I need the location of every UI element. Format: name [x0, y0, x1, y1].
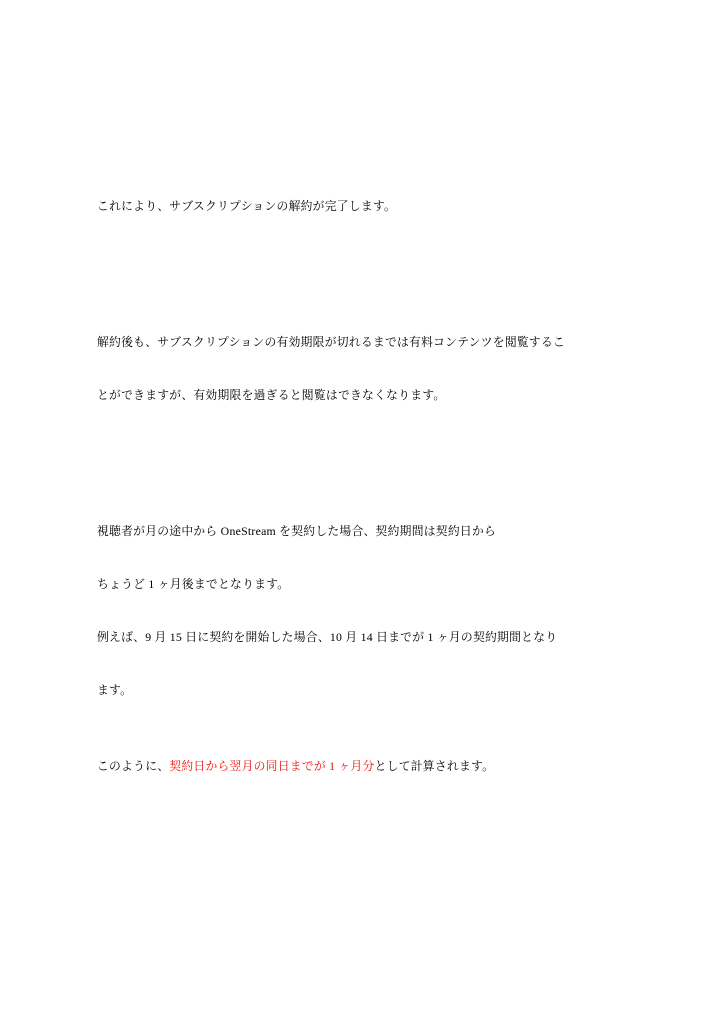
paragraph-4	[97, 728, 629, 804]
paragraph-spacer-2	[97, 433, 629, 493]
paragraph-2-line-2: とができますが、有効期限を過ぎると閲覧はできなくなります。	[97, 388, 446, 402]
paragraph-3-line-3: 例えば、9 月 15 日に契約を開始した場合、10 月 14 日までが 1 ヶ月の契約期間となり	[97, 630, 558, 644]
paragraph-3-line-4: ます。	[97, 683, 133, 697]
paragraph-2	[97, 304, 629, 433]
paragraph-1	[97, 168, 629, 244]
paragraph-1-line-1: これにより、サブスクリプションの解約が完了します。	[97, 199, 397, 213]
paragraph-4-suffix: として計算されます。	[374, 759, 495, 773]
paragraph-4-prefix: このように、	[97, 759, 170, 773]
paragraph-3	[97, 493, 629, 728]
paragraph-4-line-1	[97, 751, 629, 781]
paragraph-3-line-2: ちょうど 1 ヶ月後までとなります。	[97, 577, 290, 591]
paragraph-spacer-1	[97, 244, 629, 304]
document-body	[97, 168, 629, 804]
paragraph-4-highlight: 契約日から翌月の同日までが 1 ヶ月分	[169, 759, 375, 773]
paragraph-3-line-1: 視聴者が月の途中から OneStream を契約した場合、契約期間は契約日から	[97, 524, 497, 538]
paragraph-2-line-1: 解約後も、サブスクリプションの有効期限が切れるまでは有料コンテンツを閲覧するこ	[97, 335, 566, 349]
